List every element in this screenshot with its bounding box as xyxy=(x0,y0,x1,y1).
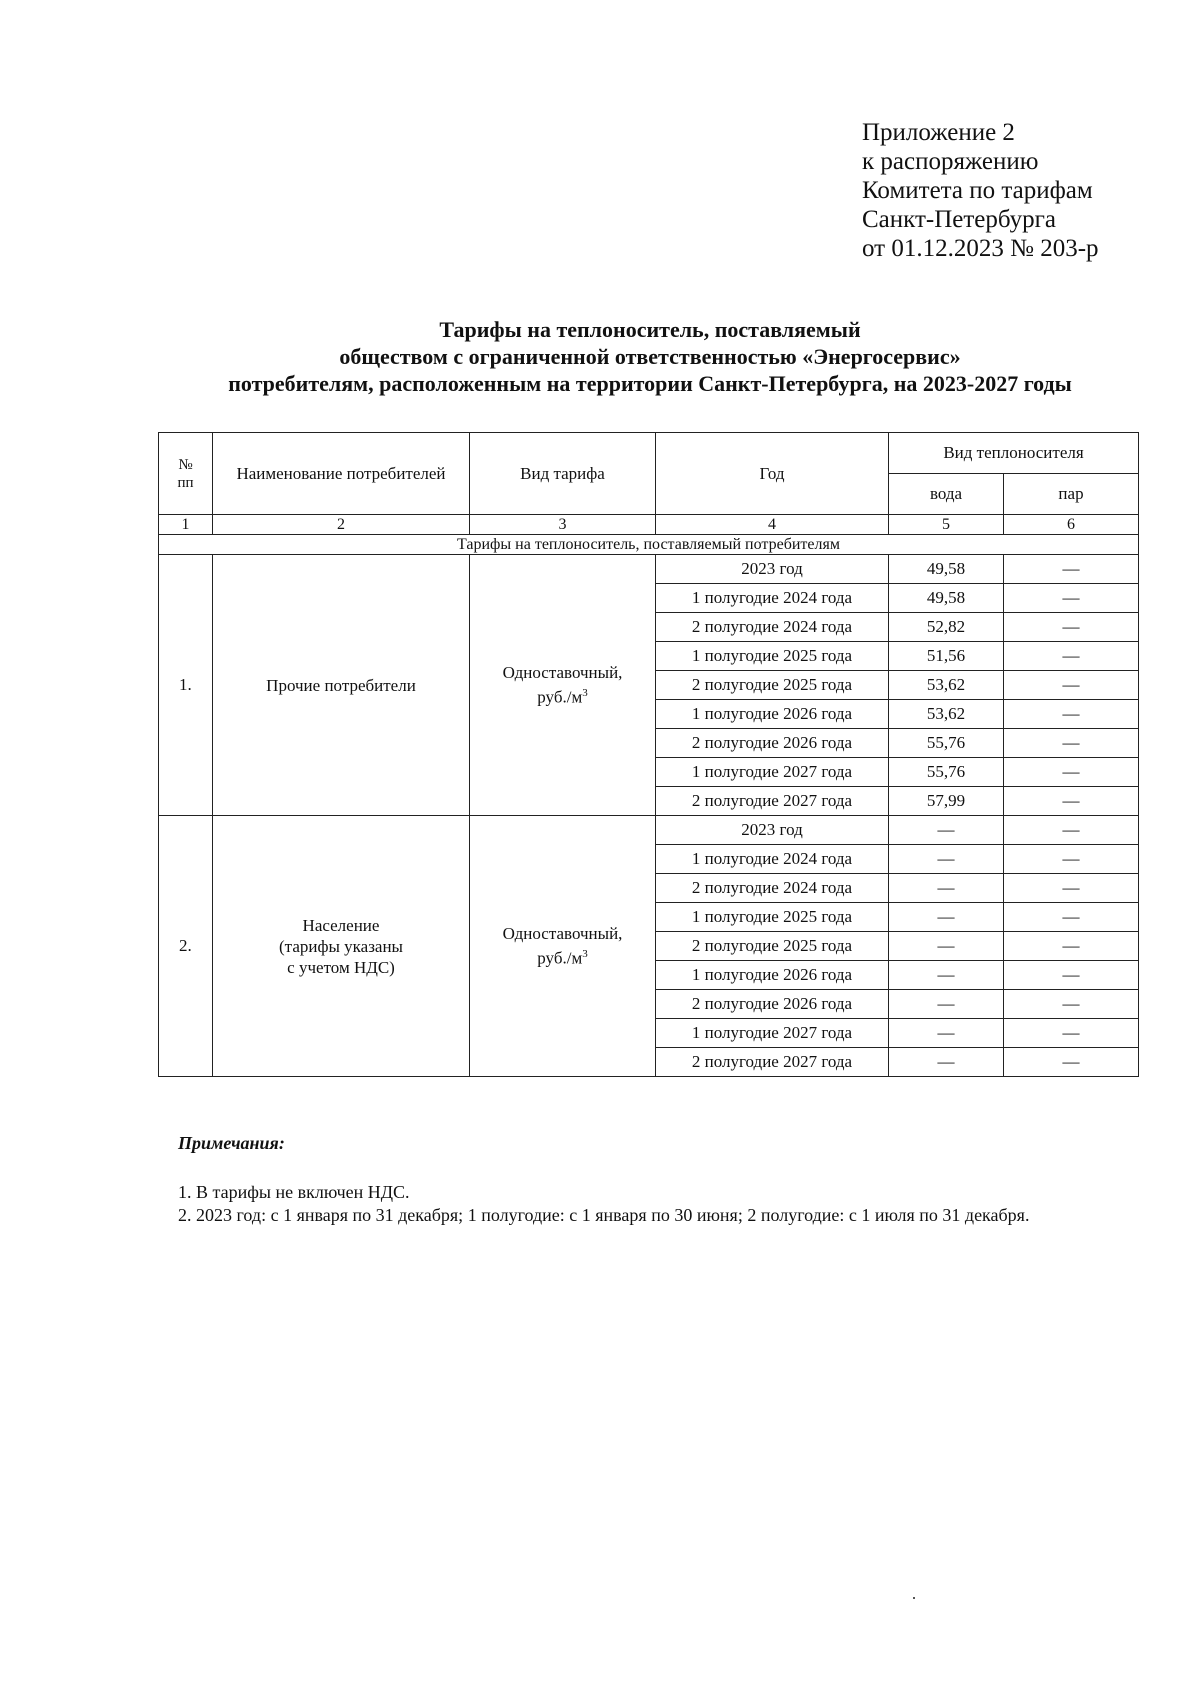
water-value: — xyxy=(889,845,1004,874)
column-index: 3 xyxy=(470,515,656,535)
period-cell: 2 полугодие 2024 года xyxy=(656,613,889,642)
column-index: 5 xyxy=(889,515,1004,535)
consumer-line: с учетом НДС) xyxy=(287,957,395,977)
tariff-line: Одноставочный, xyxy=(502,663,623,683)
group-tariff-type xyxy=(470,555,656,816)
title-line: обществом с ограниченной ответственностью «Энергосервис» xyxy=(339,344,961,369)
tariff-unit-text: руб./м xyxy=(537,687,583,707)
title-line: потребителям, расположенным на территории Санкт-Петербурга, на 2023-2027 годы xyxy=(228,371,1072,396)
water-value: 49,58 xyxy=(889,584,1004,613)
steam-value: — xyxy=(1004,671,1139,700)
tariff-unit xyxy=(472,944,653,969)
water-value: 57,99 xyxy=(889,787,1004,816)
steam-value: — xyxy=(1004,1019,1139,1048)
water-value: 52,82 xyxy=(889,613,1004,642)
header-steam: пар xyxy=(1004,474,1139,515)
period-cell: 1 полугодие 2026 года xyxy=(656,961,889,990)
column-index: 1 xyxy=(159,515,213,535)
steam-value: — xyxy=(1004,961,1139,990)
period-cell: 1 полугодие 2026 года xyxy=(656,700,889,729)
consumer-line: (тарифы указаны xyxy=(279,936,403,956)
steam-value: — xyxy=(1004,816,1139,845)
period-cell: 1 полугодие 2024 года xyxy=(656,845,889,874)
steam-value: — xyxy=(1004,758,1139,787)
appendix-block xyxy=(862,118,1099,263)
group-number: 2. xyxy=(159,816,213,1077)
steam-value: — xyxy=(1004,729,1139,758)
water-value: — xyxy=(889,874,1004,903)
water-value: 55,76 xyxy=(889,758,1004,787)
group-consumer xyxy=(213,816,470,1077)
period-cell: 1 полугодие 2027 года xyxy=(656,758,889,787)
appendix-line: Приложение 2 xyxy=(862,119,1015,146)
title-line: Тарифы на теплоноситель, поставляемый xyxy=(439,317,861,342)
period-cell: 2023 год xyxy=(656,816,889,845)
period-cell: 2023 год xyxy=(656,555,889,584)
steam-value: — xyxy=(1004,903,1139,932)
column-index: 6 xyxy=(1004,515,1139,535)
water-value: 51,56 xyxy=(889,642,1004,671)
water-value: — xyxy=(889,932,1004,961)
water-value: — xyxy=(889,961,1004,990)
header-year: Год xyxy=(656,433,889,515)
period-cell: 2 полугодие 2024 года xyxy=(656,874,889,903)
steam-value: — xyxy=(1004,1048,1139,1077)
column-index: 2 xyxy=(213,515,470,535)
steam-value: — xyxy=(1004,584,1139,613)
header-number xyxy=(159,433,213,515)
steam-value: — xyxy=(1004,700,1139,729)
water-value: — xyxy=(889,1048,1004,1077)
document-title xyxy=(150,316,1150,397)
group-tariff-type xyxy=(470,816,656,1077)
water-value: — xyxy=(889,816,1004,845)
table-row xyxy=(159,816,1139,845)
period-cell: 1 полугодие 2025 года xyxy=(656,903,889,932)
steam-value: — xyxy=(1004,990,1139,1019)
steam-value: — xyxy=(1004,874,1139,903)
note-item: 1. В тарифы не включен НДС. xyxy=(178,1182,410,1202)
section-title: Тарифы на теплоноситель, поставляемый потребителям xyxy=(159,535,1139,555)
tariff-unit-sup: 3 xyxy=(582,687,588,700)
steam-value: — xyxy=(1004,613,1139,642)
steam-value: — xyxy=(1004,787,1139,816)
note-item: 2. 2023 год: с 1 января по 31 декабря; 1 полугодие: с 1 января по 30 июня; 2 полугодие: с 1 июля по 31 декабря. xyxy=(178,1205,1030,1225)
consumer-line: Прочие потребители xyxy=(266,675,416,695)
water-value: 53,62 xyxy=(889,700,1004,729)
table-row xyxy=(159,555,1139,584)
water-value: — xyxy=(889,903,1004,932)
column-index: 4 xyxy=(656,515,889,535)
header-carrier: Вид теплоносителя xyxy=(889,433,1139,474)
appendix-line: Санкт-Петербурга xyxy=(862,206,1057,233)
scan-speck xyxy=(913,1597,915,1599)
period-cell: 2 полугодие 2027 года xyxy=(656,1048,889,1077)
tariff-unit-sup: 3 xyxy=(582,948,588,961)
period-cell: 2 полугодие 2025 года xyxy=(656,932,889,961)
group-number: 1. xyxy=(159,555,213,816)
water-value: 49,58 xyxy=(889,555,1004,584)
water-value: — xyxy=(889,1019,1004,1048)
header-number-line: № xyxy=(178,456,193,473)
consumer-line: Население xyxy=(302,915,380,935)
period-cell: 2 полугодие 2027 года xyxy=(656,787,889,816)
water-value: 53,62 xyxy=(889,671,1004,700)
period-cell: 1 полугодие 2027 года xyxy=(656,1019,889,1048)
steam-value: — xyxy=(1004,555,1139,584)
tariff-unit xyxy=(472,683,653,708)
header-water: вода xyxy=(889,474,1004,515)
appendix-line: от 01.12.2023 № 203-р xyxy=(862,235,1099,262)
notes-block xyxy=(178,1132,1124,1227)
period-cell: 1 полугодие 2024 года xyxy=(656,584,889,613)
appendix-line: к распоряжению xyxy=(862,148,1039,175)
steam-value: — xyxy=(1004,932,1139,961)
group-consumer xyxy=(213,555,470,816)
period-cell: 1 полугодие 2025 года xyxy=(656,642,889,671)
tariff-unit-text: руб./м xyxy=(537,948,583,968)
period-cell: 2 полугодие 2026 года xyxy=(656,990,889,1019)
header-tariff-type: Вид тарифа xyxy=(470,433,656,515)
period-cell: 2 полугодие 2025 года xyxy=(656,671,889,700)
steam-value: — xyxy=(1004,845,1139,874)
notes-title: Примечания: xyxy=(178,1133,285,1153)
water-value: — xyxy=(889,990,1004,1019)
header-consumer: Наименование потребителей xyxy=(213,433,470,515)
water-value: 55,76 xyxy=(889,729,1004,758)
appendix-line: Комитета по тарифам xyxy=(862,177,1093,204)
period-cell: 2 полугодие 2026 года xyxy=(656,729,889,758)
tariff-line: Одноставочный, xyxy=(502,924,623,944)
steam-value: — xyxy=(1004,642,1139,671)
tariff-table xyxy=(158,432,1139,1077)
header-number-line: пп xyxy=(177,474,194,491)
